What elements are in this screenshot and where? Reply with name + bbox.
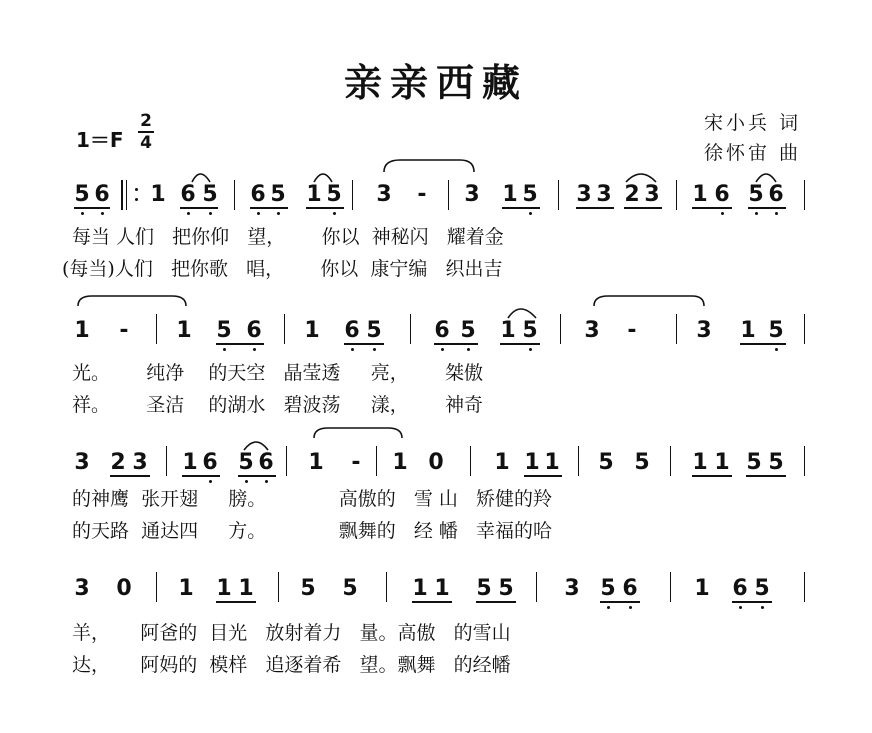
- note: 5: [270, 182, 286, 207]
- note: 1: [176, 318, 192, 343]
- tie: [78, 296, 186, 306]
- note: -: [119, 318, 129, 343]
- note: 1: [304, 318, 320, 343]
- note: 3: [644, 182, 660, 207]
- lyric-line-2: 的天路 通达四 方。 飘舞的 经 幡 幸福的哈: [72, 520, 553, 542]
- note: 3: [464, 182, 480, 207]
- note: 5: [748, 182, 764, 207]
- note: 3: [376, 182, 392, 207]
- lyric-line-2: 达， 阿妈的 模样 追逐着希 望。飘舞 的经幡: [72, 654, 511, 676]
- note: -: [351, 450, 361, 475]
- note: 5: [634, 450, 650, 475]
- lyric-line-1: 的神鹰 张开翅 膀。 高傲的 雪 山 矫健的羚: [72, 488, 553, 510]
- note: 6: [732, 576, 748, 601]
- note: 3: [132, 450, 148, 475]
- key-signature: 1＝F: [76, 128, 124, 152]
- note: 1: [238, 576, 254, 601]
- note: 0: [428, 450, 444, 475]
- note: 5: [300, 576, 316, 601]
- note: 5: [600, 576, 616, 601]
- note: 1: [306, 182, 322, 207]
- note: 6: [202, 450, 218, 475]
- note: 6: [768, 182, 784, 207]
- note: 5: [522, 318, 538, 343]
- tie: [594, 296, 704, 306]
- slur: [626, 174, 656, 182]
- note: 0: [116, 576, 132, 601]
- note: 5: [238, 450, 254, 475]
- slur: [244, 442, 268, 450]
- note: -: [627, 318, 637, 343]
- lyric-line-1: 光。 纯净 的天空 晶莹透 亮， 桀傲: [72, 362, 483, 384]
- note: 1: [502, 182, 518, 207]
- tie: [314, 428, 402, 438]
- note: 3: [584, 318, 600, 343]
- time-signature-bottom: 4: [140, 133, 152, 153]
- note: 3: [696, 318, 712, 343]
- note: 6: [622, 576, 638, 601]
- lyric-line-2: (每当)人们 把你歌 唱， 你以 康宁编 织出吉: [62, 258, 503, 280]
- note: 3: [576, 182, 592, 207]
- note: 1: [692, 450, 708, 475]
- note: 6: [258, 450, 274, 475]
- note: 5: [74, 182, 90, 207]
- note: 1: [412, 576, 428, 601]
- note: 5: [754, 576, 770, 601]
- note: 3: [564, 576, 580, 601]
- note: 1: [544, 450, 560, 475]
- slur: [756, 174, 776, 182]
- note: 5: [598, 450, 614, 475]
- note: 6: [714, 182, 730, 207]
- note: 5: [768, 318, 784, 343]
- note: 1: [182, 450, 198, 475]
- lyric-line-2: 祥。 圣洁 的湖水 碧波荡 漾， 神奇: [72, 394, 483, 416]
- note: 1: [692, 182, 708, 207]
- note: 6: [434, 318, 450, 343]
- time-signature-top: 2: [140, 111, 152, 131]
- note: 1: [434, 576, 450, 601]
- note: 3: [74, 576, 90, 601]
- note: 1: [740, 318, 756, 343]
- slur: [314, 174, 332, 182]
- note: 5: [498, 576, 514, 601]
- note: 6: [246, 318, 262, 343]
- note: 1: [178, 576, 194, 601]
- note: 5: [460, 318, 476, 343]
- song-title: 亲亲西藏: [343, 60, 528, 105]
- lyric-line-1: 羊， 阿爸的 目光 放射着力 量。高傲 的雪山: [72, 622, 511, 644]
- note: 5: [522, 182, 538, 207]
- note: 1: [308, 450, 324, 475]
- tie: [384, 160, 474, 172]
- lyric-line-1: 每当 人们 把你仰 望， 你以 神秘闪 耀着金: [72, 226, 504, 248]
- note: 5: [202, 182, 218, 207]
- note: 5: [326, 182, 342, 207]
- note: 5: [768, 450, 784, 475]
- note: 5: [216, 318, 232, 343]
- note: 5: [476, 576, 492, 601]
- note: 6: [94, 182, 110, 207]
- note: 5: [342, 576, 358, 601]
- slur: [508, 309, 536, 318]
- note: 5: [366, 318, 382, 343]
- slur: [192, 174, 210, 182]
- note: 5: [746, 450, 762, 475]
- note: 1: [494, 450, 510, 475]
- note: -: [417, 182, 427, 207]
- note: 1: [500, 318, 516, 343]
- note: 6: [250, 182, 266, 207]
- note: 1: [216, 576, 232, 601]
- note: 6: [180, 182, 196, 207]
- note: 1: [694, 576, 710, 601]
- note: 1: [150, 182, 166, 207]
- note: 1: [524, 450, 540, 475]
- note: 1: [392, 450, 408, 475]
- note: 2: [624, 182, 640, 207]
- note: 3: [74, 450, 90, 475]
- note: 1: [714, 450, 730, 475]
- note: 3: [596, 182, 612, 207]
- note: 1: [74, 318, 90, 343]
- composer-credit: 徐怀宙 曲: [704, 142, 802, 164]
- note: 6: [344, 318, 360, 343]
- lyricist-credit: 宋小兵 词: [704, 112, 802, 134]
- note: 2: [110, 450, 126, 475]
